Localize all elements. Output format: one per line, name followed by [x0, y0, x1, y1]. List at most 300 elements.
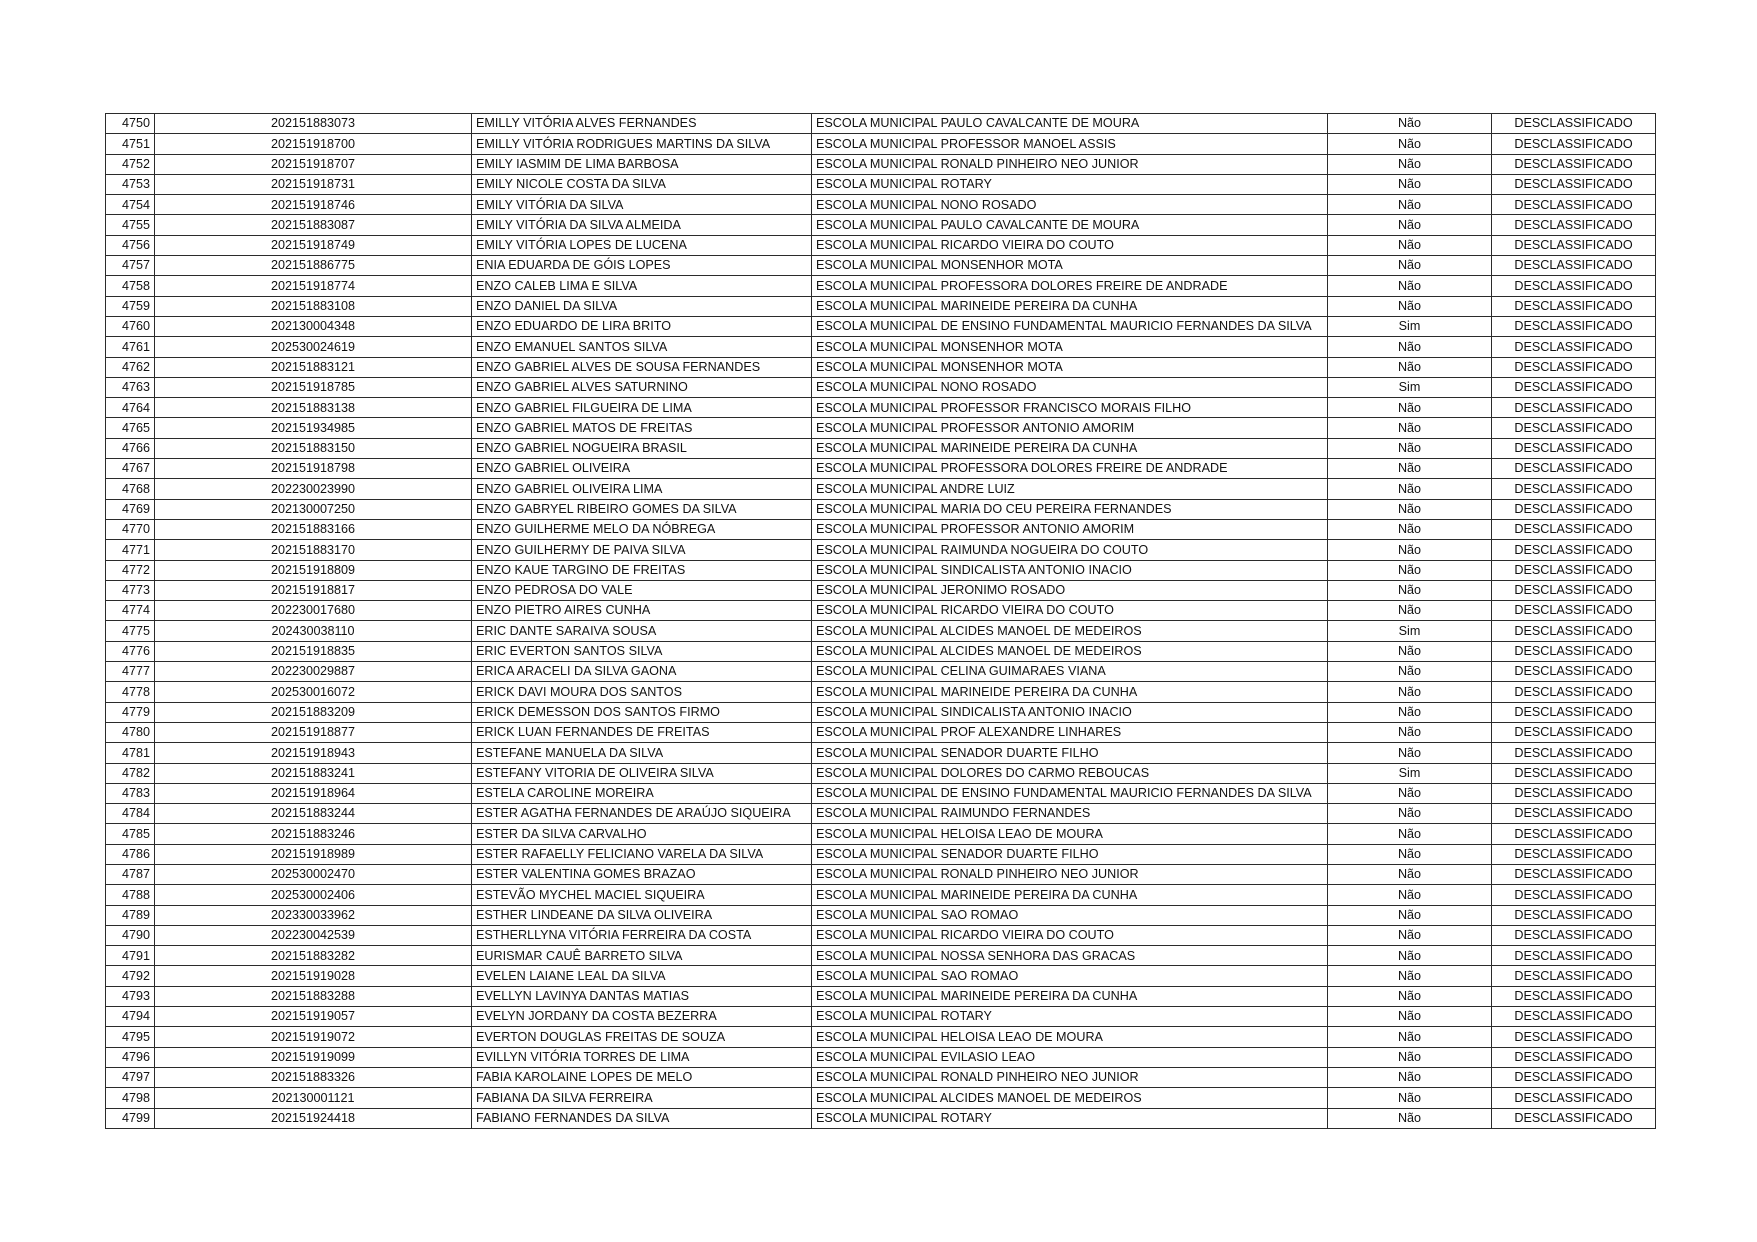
- cell-yes-no-flag: Não: [1328, 885, 1492, 905]
- cell-registration-code: 202151924418: [155, 1108, 472, 1128]
- cell-yes-no-flag: Não: [1328, 986, 1492, 1006]
- cell-registration-code: 202230023990: [155, 479, 472, 499]
- cell-status: DESCLASSIFICADO: [1492, 459, 1656, 479]
- cell-registration-code: 202151886775: [155, 256, 472, 276]
- cell-student-name: ENZO CALEB LIMA E SILVA: [472, 276, 812, 296]
- cell-school-name: ESCOLA MUNICIPAL DE ENSINO FUNDAMENTAL MAURICIO FERNANDES DA SILVA: [812, 316, 1328, 336]
- cell-student-name: EMILY NICOLE COSTA DA SILVA: [472, 174, 812, 194]
- cell-student-name: ESTEVÃO MYCHEL MACIEL SIQUEIRA: [472, 885, 812, 905]
- cell-student-name: ERIC DANTE SARAIVA SOUSA: [472, 621, 812, 641]
- cell-status: DESCLASSIFICADO: [1492, 479, 1656, 499]
- table-row: [106, 682, 1656, 702]
- cell-student-name: ENZO GABRIEL ALVES SATURNINO: [472, 377, 812, 397]
- table-row: [106, 662, 1656, 682]
- cell-sequence-number: 4761: [106, 337, 155, 357]
- table-row: [106, 519, 1656, 539]
- cell-status: DESCLASSIFICADO: [1492, 783, 1656, 803]
- cell-status: DESCLASSIFICADO: [1492, 641, 1656, 661]
- cell-school-name: ESCOLA MUNICIPAL RICARDO VIEIRA DO COUTO: [812, 235, 1328, 255]
- cell-yes-no-flag: Sim: [1328, 316, 1492, 336]
- cell-student-name: ENZO GABRIEL OLIVEIRA LIMA: [472, 479, 812, 499]
- cell-student-name: ENZO GABRIEL FILGUEIRA DE LIMA: [472, 398, 812, 418]
- cell-registration-code: 202130007250: [155, 499, 472, 519]
- cell-student-name: ENZO GABRIEL NOGUEIRA BRASIL: [472, 438, 812, 458]
- cell-student-name: ESTER RAFAELLY FELICIANO VARELA DA SILVA: [472, 844, 812, 864]
- cell-status: DESCLASSIFICADO: [1492, 1088, 1656, 1108]
- table-row: [106, 154, 1656, 174]
- cell-school-name: ESCOLA MUNICIPAL SENADOR DUARTE FILHO: [812, 844, 1328, 864]
- cell-status: DESCLASSIFICADO: [1492, 540, 1656, 560]
- cell-registration-code: 202430038110: [155, 621, 472, 641]
- cell-yes-no-flag: Não: [1328, 662, 1492, 682]
- cell-registration-code: 202230029887: [155, 662, 472, 682]
- cell-sequence-number: 4765: [106, 418, 155, 438]
- cell-registration-code: 202530002470: [155, 864, 472, 884]
- cell-registration-code: 202151918785: [155, 377, 472, 397]
- table-row: [106, 885, 1656, 905]
- cell-sequence-number: 4758: [106, 276, 155, 296]
- cell-registration-code: 202151883288: [155, 986, 472, 1006]
- cell-registration-code: 202151883209: [155, 702, 472, 722]
- cell-status: DESCLASSIFICADO: [1492, 195, 1656, 215]
- table-row: [106, 824, 1656, 844]
- cell-status: DESCLASSIFICADO: [1492, 235, 1656, 255]
- cell-school-name: ESCOLA MUNICIPAL RONALD PINHEIRO NEO JUNIOR: [812, 864, 1328, 884]
- cell-student-name: ERICK LUAN FERNANDES DE FREITAS: [472, 722, 812, 742]
- table-row: [106, 580, 1656, 600]
- cell-sequence-number: 4790: [106, 925, 155, 945]
- cell-yes-no-flag: Não: [1328, 905, 1492, 925]
- cell-student-name: ERICA ARACELI DA SILVA GAONA: [472, 662, 812, 682]
- cell-sequence-number: 4771: [106, 540, 155, 560]
- cell-registration-code: 202151883241: [155, 763, 472, 783]
- cell-status: DESCLASSIFICADO: [1492, 1007, 1656, 1027]
- cell-registration-code: 202151918835: [155, 641, 472, 661]
- table-row: [106, 804, 1656, 824]
- table-row: [106, 1108, 1656, 1128]
- cell-sequence-number: 4752: [106, 154, 155, 174]
- cell-registration-code: 202151918809: [155, 560, 472, 580]
- cell-status: DESCLASSIFICADO: [1492, 844, 1656, 864]
- cell-status: DESCLASSIFICADO: [1492, 743, 1656, 763]
- cell-status: DESCLASSIFICADO: [1492, 885, 1656, 905]
- cell-status: DESCLASSIFICADO: [1492, 946, 1656, 966]
- cell-registration-code: 202151918700: [155, 134, 472, 154]
- cell-registration-code: 202151883170: [155, 540, 472, 560]
- table-row: [106, 722, 1656, 742]
- cell-sequence-number: 4778: [106, 682, 155, 702]
- cell-sequence-number: 4793: [106, 986, 155, 1006]
- cell-sequence-number: 4785: [106, 824, 155, 844]
- cell-yes-no-flag: Não: [1328, 580, 1492, 600]
- cell-yes-no-flag: Não: [1328, 479, 1492, 499]
- cell-student-name: EMILY IASMIM DE LIMA BARBOSA: [472, 154, 812, 174]
- cell-school-name: ESCOLA MUNICIPAL CELINA GUIMARAES VIANA: [812, 662, 1328, 682]
- table-row: [106, 925, 1656, 945]
- cell-sequence-number: 4792: [106, 966, 155, 986]
- cell-school-name: ESCOLA MUNICIPAL JERONIMO ROSADO: [812, 580, 1328, 600]
- cell-status: DESCLASSIFICADO: [1492, 398, 1656, 418]
- cell-yes-no-flag: Não: [1328, 925, 1492, 945]
- cell-registration-code: 202151883073: [155, 114, 472, 134]
- cell-student-name: ENZO GUILHERME MELO DA NÓBREGA: [472, 519, 812, 539]
- cell-school-name: ESCOLA MUNICIPAL RAIMUNDA NOGUEIRA DO COUTO: [812, 540, 1328, 560]
- cell-registration-code: 202530002406: [155, 885, 472, 905]
- cell-sequence-number: 4780: [106, 722, 155, 742]
- cell-sequence-number: 4751: [106, 134, 155, 154]
- cell-student-name: ESTEFANE MANUELA DA SILVA: [472, 743, 812, 763]
- cell-sequence-number: 4753: [106, 174, 155, 194]
- cell-yes-no-flag: Não: [1328, 519, 1492, 539]
- cell-yes-no-flag: Sim: [1328, 621, 1492, 641]
- cell-school-name: ESCOLA MUNICIPAL MARINEIDE PEREIRA DA CUNHA: [812, 296, 1328, 316]
- cell-status: DESCLASSIFICADO: [1492, 864, 1656, 884]
- cell-status: DESCLASSIFICADO: [1492, 357, 1656, 377]
- cell-sequence-number: 4789: [106, 905, 155, 925]
- cell-school-name: ESCOLA MUNICIPAL MARIA DO CEU PEREIRA FERNANDES: [812, 499, 1328, 519]
- cell-status: DESCLASSIFICADO: [1492, 662, 1656, 682]
- cell-registration-code: 202230017680: [155, 601, 472, 621]
- cell-student-name: ENZO PEDROSA DO VALE: [472, 580, 812, 600]
- cell-yes-no-flag: Não: [1328, 499, 1492, 519]
- cell-registration-code: 202151883166: [155, 519, 472, 539]
- cell-student-name: EURISMAR CAUÊ BARRETO SILVA: [472, 946, 812, 966]
- cell-student-name: EMILY VITÓRIA DA SILVA ALMEIDA: [472, 215, 812, 235]
- cell-school-name: ESCOLA MUNICIPAL RONALD PINHEIRO NEO JUNIOR: [812, 154, 1328, 174]
- cell-student-name: ENZO GABRIEL OLIVEIRA: [472, 459, 812, 479]
- cell-status: DESCLASSIFICADO: [1492, 114, 1656, 134]
- cell-status: DESCLASSIFICADO: [1492, 580, 1656, 600]
- cell-status: DESCLASSIFICADO: [1492, 682, 1656, 702]
- table-row: [106, 641, 1656, 661]
- cell-school-name: ESCOLA MUNICIPAL ROTARY: [812, 1108, 1328, 1128]
- cell-student-name: ENZO KAUE TARGINO DE FREITAS: [472, 560, 812, 580]
- table-row: [106, 540, 1656, 560]
- cell-school-name: ESCOLA MUNICIPAL PAULO CAVALCANTE DE MOURA: [812, 215, 1328, 235]
- cell-sequence-number: 4759: [106, 296, 155, 316]
- cell-yes-no-flag: Sim: [1328, 377, 1492, 397]
- cell-school-name: ESCOLA MUNICIPAL HELOISA LEAO DE MOURA: [812, 824, 1328, 844]
- cell-student-name: EVERTON DOUGLAS FREITAS DE SOUZA: [472, 1027, 812, 1047]
- cell-sequence-number: 4799: [106, 1108, 155, 1128]
- cell-registration-code: 202151919028: [155, 966, 472, 986]
- cell-registration-code: 202130004348: [155, 316, 472, 336]
- cell-registration-code: 202151883108: [155, 296, 472, 316]
- cell-sequence-number: 4781: [106, 743, 155, 763]
- cell-registration-code: 202151918877: [155, 722, 472, 742]
- cell-sequence-number: 4768: [106, 479, 155, 499]
- cell-yes-no-flag: Não: [1328, 256, 1492, 276]
- cell-school-name: ESCOLA MUNICIPAL PROFESSORA DOLORES FREIRE DE ANDRADE: [812, 276, 1328, 296]
- cell-registration-code: 202151918746: [155, 195, 472, 215]
- cell-school-name: ESCOLA MUNICIPAL DOLORES DO CARMO REBOUCAS: [812, 763, 1328, 783]
- cell-school-name: ESCOLA MUNICIPAL HELOISA LEAO DE MOURA: [812, 1027, 1328, 1047]
- cell-status: DESCLASSIFICADO: [1492, 560, 1656, 580]
- cell-student-name: EMILLY VITÓRIA ALVES FERNANDES: [472, 114, 812, 134]
- cell-school-name: ESCOLA MUNICIPAL PROFESSOR ANTONIO AMORIM: [812, 418, 1328, 438]
- cell-registration-code: 202151918731: [155, 174, 472, 194]
- cell-school-name: ESCOLA MUNICIPAL MARINEIDE PEREIRA DA CUNHA: [812, 682, 1328, 702]
- table-row: [106, 844, 1656, 864]
- cell-yes-no-flag: Não: [1328, 946, 1492, 966]
- cell-school-name: ESCOLA MUNICIPAL SAO ROMAO: [812, 905, 1328, 925]
- cell-school-name: ESCOLA MUNICIPAL RICARDO VIEIRA DO COUTO: [812, 601, 1328, 621]
- cell-registration-code: 202130001121: [155, 1088, 472, 1108]
- cell-sequence-number: 4775: [106, 621, 155, 641]
- cell-status: DESCLASSIFICADO: [1492, 519, 1656, 539]
- cell-student-name: ENIA EDUARDA DE GÓIS LOPES: [472, 256, 812, 276]
- cell-status: DESCLASSIFICADO: [1492, 804, 1656, 824]
- table-row: [106, 783, 1656, 803]
- cell-student-name: FABIANO FERNANDES DA SILVA: [472, 1108, 812, 1128]
- cell-registration-code: 202151883138: [155, 398, 472, 418]
- table-row: [106, 316, 1656, 336]
- cell-status: DESCLASSIFICADO: [1492, 905, 1656, 925]
- cell-yes-no-flag: Sim: [1328, 763, 1492, 783]
- table-row: [106, 276, 1656, 296]
- cell-yes-no-flag: Não: [1328, 235, 1492, 255]
- cell-status: DESCLASSIFICADO: [1492, 621, 1656, 641]
- cell-registration-code: 202151883326: [155, 1067, 472, 1087]
- results-table: [105, 113, 1656, 1129]
- cell-student-name: ESTHER LINDEANE DA SILVA OLIVEIRA: [472, 905, 812, 925]
- cell-status: DESCLASSIFICADO: [1492, 1067, 1656, 1087]
- cell-registration-code: 202151918774: [155, 276, 472, 296]
- cell-school-name: ESCOLA MUNICIPAL ALCIDES MANOEL DE MEDEIROS: [812, 621, 1328, 641]
- cell-status: DESCLASSIFICADO: [1492, 215, 1656, 235]
- table-row: [106, 337, 1656, 357]
- cell-registration-code: 202151883246: [155, 824, 472, 844]
- cell-student-name: ENZO DANIEL DA SILVA: [472, 296, 812, 316]
- cell-student-name: EVELEN LAIANE LEAL DA SILVA: [472, 966, 812, 986]
- cell-registration-code: 202330033962: [155, 905, 472, 925]
- cell-status: DESCLASSIFICADO: [1492, 601, 1656, 621]
- cell-sequence-number: 4772: [106, 560, 155, 580]
- cell-school-name: ESCOLA MUNICIPAL PROFESSOR MANOEL ASSIS: [812, 134, 1328, 154]
- cell-yes-no-flag: Não: [1328, 560, 1492, 580]
- table-row: [106, 235, 1656, 255]
- cell-student-name: ESTER AGATHA FERNANDES DE ARAÚJO SIQUEIRA: [472, 804, 812, 824]
- cell-sequence-number: 4798: [106, 1088, 155, 1108]
- cell-status: DESCLASSIFICADO: [1492, 966, 1656, 986]
- cell-school-name: ESCOLA MUNICIPAL NONO ROSADO: [812, 377, 1328, 397]
- cell-yes-no-flag: Não: [1328, 864, 1492, 884]
- cell-sequence-number: 4782: [106, 763, 155, 783]
- cell-sequence-number: 4773: [106, 580, 155, 600]
- cell-yes-no-flag: Não: [1328, 357, 1492, 377]
- cell-student-name: EVELLYN LAVINYA DANTAS MATIAS: [472, 986, 812, 1006]
- cell-sequence-number: 4777: [106, 662, 155, 682]
- cell-school-name: ESCOLA MUNICIPAL PROFESSOR ANTONIO AMORIM: [812, 519, 1328, 539]
- cell-yes-no-flag: Não: [1328, 804, 1492, 824]
- cell-yes-no-flag: Não: [1328, 459, 1492, 479]
- cell-registration-code: 202530016072: [155, 682, 472, 702]
- cell-student-name: ENZO EDUARDO DE LIRA BRITO: [472, 316, 812, 336]
- table-row: [106, 499, 1656, 519]
- cell-status: DESCLASSIFICADO: [1492, 722, 1656, 742]
- cell-school-name: ESCOLA MUNICIPAL EVILASIO LEAO: [812, 1047, 1328, 1067]
- cell-yes-no-flag: Não: [1328, 783, 1492, 803]
- table-row: [106, 560, 1656, 580]
- cell-registration-code: 202151919072: [155, 1027, 472, 1047]
- cell-registration-code: 202151918964: [155, 783, 472, 803]
- table-row: [106, 114, 1656, 134]
- cell-sequence-number: 4769: [106, 499, 155, 519]
- cell-yes-no-flag: Não: [1328, 154, 1492, 174]
- cell-status: DESCLASSIFICADO: [1492, 763, 1656, 783]
- cell-school-name: ESCOLA MUNICIPAL MARINEIDE PEREIRA DA CUNHA: [812, 438, 1328, 458]
- cell-sequence-number: 4774: [106, 601, 155, 621]
- cell-school-name: ESCOLA MUNICIPAL PROF ALEXANDRE LINHARES: [812, 722, 1328, 742]
- table-row: [106, 1007, 1656, 1027]
- cell-status: DESCLASSIFICADO: [1492, 1047, 1656, 1067]
- cell-yes-no-flag: Não: [1328, 722, 1492, 742]
- table-body: [106, 114, 1656, 1129]
- cell-registration-code: 202151883244: [155, 804, 472, 824]
- cell-sequence-number: 4779: [106, 702, 155, 722]
- table-row: [106, 195, 1656, 215]
- cell-school-name: ESCOLA MUNICIPAL SINDICALISTA ANTONIO INACIO: [812, 702, 1328, 722]
- cell-yes-no-flag: Não: [1328, 1047, 1492, 1067]
- cell-status: DESCLASSIFICADO: [1492, 316, 1656, 336]
- cell-school-name: ESCOLA MUNICIPAL MONSENHOR MOTA: [812, 357, 1328, 377]
- cell-status: DESCLASSIFICADO: [1492, 1027, 1656, 1047]
- table-row: [106, 864, 1656, 884]
- cell-yes-no-flag: Não: [1328, 540, 1492, 560]
- cell-school-name: ESCOLA MUNICIPAL RONALD PINHEIRO NEO JUNIOR: [812, 1067, 1328, 1087]
- table-row: [106, 215, 1656, 235]
- cell-student-name: ENZO GABRYEL RIBEIRO GOMES DA SILVA: [472, 499, 812, 519]
- cell-sequence-number: 4786: [106, 844, 155, 864]
- cell-sequence-number: 4756: [106, 235, 155, 255]
- cell-student-name: ENZO EMANUEL SANTOS SILVA: [472, 337, 812, 357]
- cell-registration-code: 202151883121: [155, 357, 472, 377]
- cell-student-name: FABIA KAROLAINE LOPES DE MELO: [472, 1067, 812, 1087]
- cell-school-name: ESCOLA MUNICIPAL NOSSA SENHORA DAS GRACAS: [812, 946, 1328, 966]
- cell-student-name: ESTELA CAROLINE MOREIRA: [472, 783, 812, 803]
- cell-yes-no-flag: Não: [1328, 337, 1492, 357]
- cell-student-name: ENZO GUILHERMY DE PAIVA SILVA: [472, 540, 812, 560]
- table-row: [106, 377, 1656, 397]
- cell-status: DESCLASSIFICADO: [1492, 1108, 1656, 1128]
- cell-yes-no-flag: Não: [1328, 844, 1492, 864]
- cell-status: DESCLASSIFICADO: [1492, 438, 1656, 458]
- cell-student-name: ERIC EVERTON SANTOS SILVA: [472, 641, 812, 661]
- cell-registration-code: 202151918989: [155, 844, 472, 864]
- cell-yes-no-flag: Não: [1328, 1027, 1492, 1047]
- table-row: [106, 134, 1656, 154]
- cell-sequence-number: 4767: [106, 459, 155, 479]
- cell-registration-code: 202230042539: [155, 925, 472, 945]
- cell-registration-code: 202151918943: [155, 743, 472, 763]
- cell-yes-no-flag: Não: [1328, 702, 1492, 722]
- cell-sequence-number: 4776: [106, 641, 155, 661]
- table-row: [106, 986, 1656, 1006]
- cell-registration-code: 202151919099: [155, 1047, 472, 1067]
- cell-school-name: ESCOLA MUNICIPAL ALCIDES MANOEL DE MEDEIROS: [812, 1088, 1328, 1108]
- cell-status: DESCLASSIFICADO: [1492, 276, 1656, 296]
- cell-student-name: EMILLY VITÓRIA RODRIGUES MARTINS DA SILVA: [472, 134, 812, 154]
- cell-student-name: ESTER DA SILVA CARVALHO: [472, 824, 812, 844]
- table-row: [106, 601, 1656, 621]
- cell-sequence-number: 4784: [106, 804, 155, 824]
- cell-registration-code: 202151919057: [155, 1007, 472, 1027]
- cell-student-name: ERICK DAVI MOURA DOS SANTOS: [472, 682, 812, 702]
- cell-yes-no-flag: Não: [1328, 398, 1492, 418]
- cell-registration-code: 202151883087: [155, 215, 472, 235]
- cell-student-name: ERICK DEMESSON DOS SANTOS FIRMO: [472, 702, 812, 722]
- cell-school-name: ESCOLA MUNICIPAL PAULO CAVALCANTE DE MOURA: [812, 114, 1328, 134]
- cell-yes-no-flag: Não: [1328, 1108, 1492, 1128]
- table-row: [106, 743, 1656, 763]
- cell-sequence-number: 4764: [106, 398, 155, 418]
- cell-yes-no-flag: Não: [1328, 276, 1492, 296]
- table-row: [106, 296, 1656, 316]
- cell-yes-no-flag: Não: [1328, 296, 1492, 316]
- cell-school-name: ESCOLA MUNICIPAL ROTARY: [812, 174, 1328, 194]
- cell-school-name: ESCOLA MUNICIPAL ROTARY: [812, 1007, 1328, 1027]
- cell-status: DESCLASSIFICADO: [1492, 499, 1656, 519]
- table-row: [106, 174, 1656, 194]
- cell-sequence-number: 4755: [106, 215, 155, 235]
- table-row: [106, 479, 1656, 499]
- cell-status: DESCLASSIFICADO: [1492, 174, 1656, 194]
- cell-yes-no-flag: Não: [1328, 641, 1492, 661]
- cell-sequence-number: 4788: [106, 885, 155, 905]
- cell-registration-code: 202151918749: [155, 235, 472, 255]
- table-row: [106, 438, 1656, 458]
- cell-sequence-number: 4762: [106, 357, 155, 377]
- cell-student-name: EVELYN JORDANY DA COSTA BEZERRA: [472, 1007, 812, 1027]
- cell-school-name: ESCOLA MUNICIPAL NONO ROSADO: [812, 195, 1328, 215]
- cell-yes-no-flag: Não: [1328, 438, 1492, 458]
- cell-sequence-number: 4796: [106, 1047, 155, 1067]
- cell-school-name: ESCOLA MUNICIPAL PROFESSOR FRANCISCO MORAIS FILHO: [812, 398, 1328, 418]
- cell-yes-no-flag: Não: [1328, 195, 1492, 215]
- cell-school-name: ESCOLA MUNICIPAL DE ENSINO FUNDAMENTAL MAURICIO FERNANDES DA SILVA: [812, 783, 1328, 803]
- cell-student-name: ESTEFANY VITORIA DE OLIVEIRA SILVA: [472, 763, 812, 783]
- table-row: [106, 1088, 1656, 1108]
- cell-sequence-number: 4787: [106, 864, 155, 884]
- cell-yes-no-flag: Não: [1328, 824, 1492, 844]
- cell-yes-no-flag: Não: [1328, 114, 1492, 134]
- cell-yes-no-flag: Não: [1328, 966, 1492, 986]
- cell-status: DESCLASSIFICADO: [1492, 256, 1656, 276]
- cell-registration-code: 202530024619: [155, 337, 472, 357]
- table-row: [106, 418, 1656, 438]
- cell-student-name: ESTER VALENTINA GOMES BRAZAO: [472, 864, 812, 884]
- cell-yes-no-flag: Não: [1328, 174, 1492, 194]
- table-row: [106, 621, 1656, 641]
- cell-yes-no-flag: Não: [1328, 1088, 1492, 1108]
- cell-status: DESCLASSIFICADO: [1492, 925, 1656, 945]
- cell-school-name: ESCOLA MUNICIPAL MONSENHOR MOTA: [812, 337, 1328, 357]
- table-row: [106, 357, 1656, 377]
- cell-status: DESCLASSIFICADO: [1492, 418, 1656, 438]
- cell-yes-no-flag: Não: [1328, 418, 1492, 438]
- cell-student-name: FABIANA DA SILVA FERREIRA: [472, 1088, 812, 1108]
- cell-status: DESCLASSIFICADO: [1492, 296, 1656, 316]
- table-row: [106, 763, 1656, 783]
- cell-school-name: ESCOLA MUNICIPAL RAIMUNDO FERNANDES: [812, 804, 1328, 824]
- table-row: [106, 702, 1656, 722]
- cell-status: DESCLASSIFICADO: [1492, 337, 1656, 357]
- cell-school-name: ESCOLA MUNICIPAL PROFESSORA DOLORES FREIRE DE ANDRADE: [812, 459, 1328, 479]
- table-row: [106, 256, 1656, 276]
- table-row: [106, 459, 1656, 479]
- cell-sequence-number: 4783: [106, 783, 155, 803]
- cell-sequence-number: 4760: [106, 316, 155, 336]
